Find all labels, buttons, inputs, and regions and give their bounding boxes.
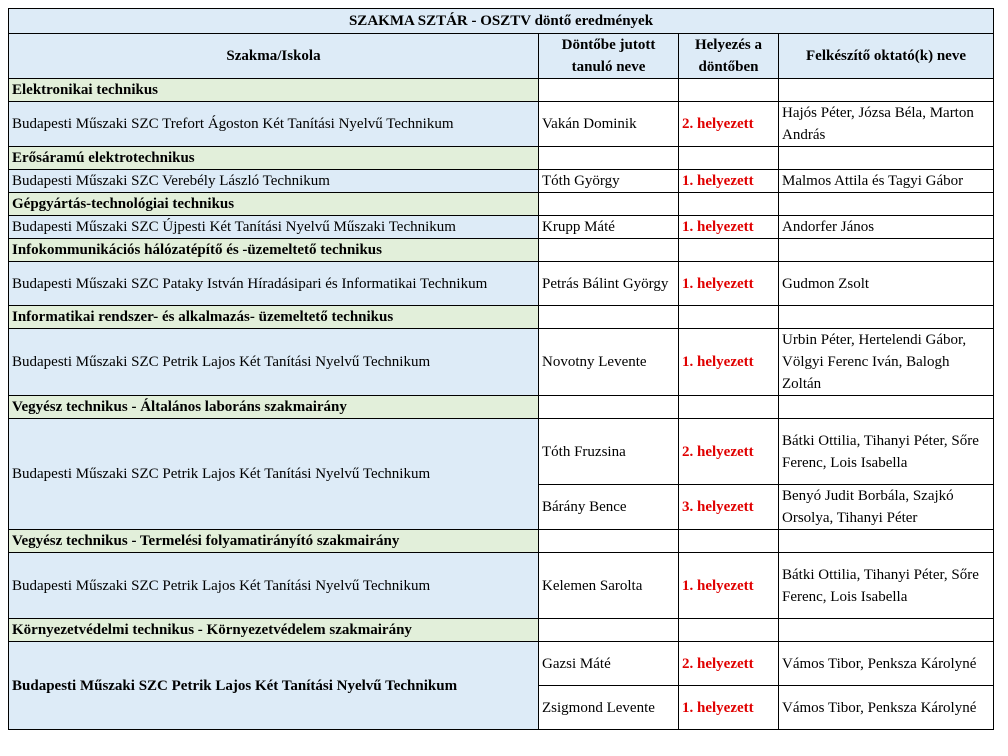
teachers: Benyó Judit Borbála, Szajkó Orsolya, Tihanyi Péter bbox=[779, 485, 994, 530]
category-row bbox=[9, 239, 994, 262]
teachers: Bátki Ottilia, Tihanyi Péter, Sőre Ferenc, Lois Isabella bbox=[779, 553, 994, 619]
table-row bbox=[9, 553, 994, 619]
header-school: Szakma/Iskola bbox=[9, 34, 539, 79]
category-label: Infokommunikációs hálózatépítő és -üzemeltető technikus bbox=[9, 239, 539, 262]
table-row bbox=[9, 216, 994, 239]
category-row bbox=[9, 396, 994, 419]
category-row bbox=[9, 530, 994, 553]
school-name: Budapesti Műszaki SZC Petrik Lajos Két Tanítási Nyelvű Technikum bbox=[9, 553, 539, 619]
table-row bbox=[9, 419, 994, 485]
header-teachers: Felkészítő oktató(k) neve bbox=[779, 34, 994, 79]
teachers: Vámos Tibor, Penksza Károlyné bbox=[779, 642, 994, 686]
school-name: Budapesti Műszaki SZC Petrik Lajos Két Tanítási Nyelvű Technikum bbox=[9, 642, 539, 730]
category-label: Vegyész technikus - Általános laboráns szakmairány bbox=[9, 396, 539, 419]
student-name: Krupp Máté bbox=[539, 216, 679, 239]
teachers: Urbin Péter, Hertelendi Gábor, Völgyi Ferenc Iván, Balogh Zoltán bbox=[779, 329, 994, 396]
placement: 1. helyezett bbox=[679, 262, 779, 306]
placement: 1. helyezett bbox=[679, 170, 779, 193]
teachers: Malmos Attila és Tagyi Gábor bbox=[779, 170, 994, 193]
category-row bbox=[9, 306, 994, 329]
category-row bbox=[9, 619, 994, 642]
placement: 2. helyezett bbox=[679, 102, 779, 147]
placement: 2. helyezett bbox=[679, 642, 779, 686]
category-label: Környezetvédelmi technikus - Környezetvédelem szakmairány bbox=[9, 619, 539, 642]
student-name: Vakán Dominik bbox=[539, 102, 679, 147]
student-name: Novotny Levente bbox=[539, 329, 679, 396]
table-row bbox=[9, 102, 994, 147]
placement: 1. helyezett bbox=[679, 216, 779, 239]
school-name: Budapesti Műszaki SZC Petrik Lajos Két Tanítási Nyelvű Technikum bbox=[9, 419, 539, 530]
category-row bbox=[9, 193, 994, 216]
teachers: Hajós Péter, Józsa Béla, Marton András bbox=[779, 102, 994, 147]
placement: 2. helyezett bbox=[679, 419, 779, 485]
category-label: Informatikai rendszer- és alkalmazás- üzemeltető technikus bbox=[9, 306, 539, 329]
placement: 1. helyezett bbox=[679, 686, 779, 730]
table-row bbox=[9, 642, 994, 686]
header-student: Döntőbe jutott tanuló neve bbox=[539, 34, 679, 79]
student-name: Petrás Bálint György bbox=[539, 262, 679, 306]
category-row bbox=[9, 147, 994, 170]
school-name: Budapesti Műszaki SZC Verebély László Technikum bbox=[9, 170, 539, 193]
teachers: Gudmon Zsolt bbox=[779, 262, 994, 306]
placement: 1. helyezett bbox=[679, 553, 779, 619]
category-label: Vegyész technikus - Termelési folyamatirányító szakmairány bbox=[9, 530, 539, 553]
school-name: Budapesti Műszaki SZC Pataky István Híradásipari és Informatikai Technikum bbox=[9, 262, 539, 306]
category-row bbox=[9, 79, 994, 102]
student-name: Gazsi Máté bbox=[539, 642, 679, 686]
table-row bbox=[9, 170, 994, 193]
table-row bbox=[9, 262, 994, 306]
teachers: Bátki Ottilia, Tihanyi Péter, Sőre Ferenc, Lois Isabella bbox=[779, 419, 994, 485]
teachers: Vámos Tibor, Penksza Károlyné bbox=[779, 686, 994, 730]
student-name: Bárány Bence bbox=[539, 485, 679, 530]
student-name: Kelemen Sarolta bbox=[539, 553, 679, 619]
teachers: Andorfer János bbox=[779, 216, 994, 239]
category-label: Erősáramú elektrotechnikus bbox=[9, 147, 539, 170]
placement: 3. helyezett bbox=[679, 485, 779, 530]
category-label: Gépgyártás-technológiai technikus bbox=[9, 193, 539, 216]
results-table bbox=[8, 8, 994, 730]
category-label: Elektronikai technikus bbox=[9, 79, 539, 102]
school-name: Budapesti Műszaki SZC Újpesti Két Tanítási Nyelvű Műszaki Technikum bbox=[9, 216, 539, 239]
placement: 1. helyezett bbox=[679, 329, 779, 396]
header-placement: Helyezés a döntőben bbox=[679, 34, 779, 79]
student-name: Zsigmond Levente bbox=[539, 686, 679, 730]
school-name: Budapesti Műszaki SZC Petrik Lajos Két Tanítási Nyelvű Technikum bbox=[9, 329, 539, 396]
table-title: SZAKMA SZTÁR - OSZTV döntő eredmények bbox=[9, 9, 994, 34]
student-name: Tóth Fruzsina bbox=[539, 419, 679, 485]
table-row bbox=[9, 329, 994, 396]
school-name: Budapesti Műszaki SZC Trefort Ágoston Két Tanítási Nyelvű Technikum bbox=[9, 102, 539, 147]
student-name: Tóth György bbox=[539, 170, 679, 193]
